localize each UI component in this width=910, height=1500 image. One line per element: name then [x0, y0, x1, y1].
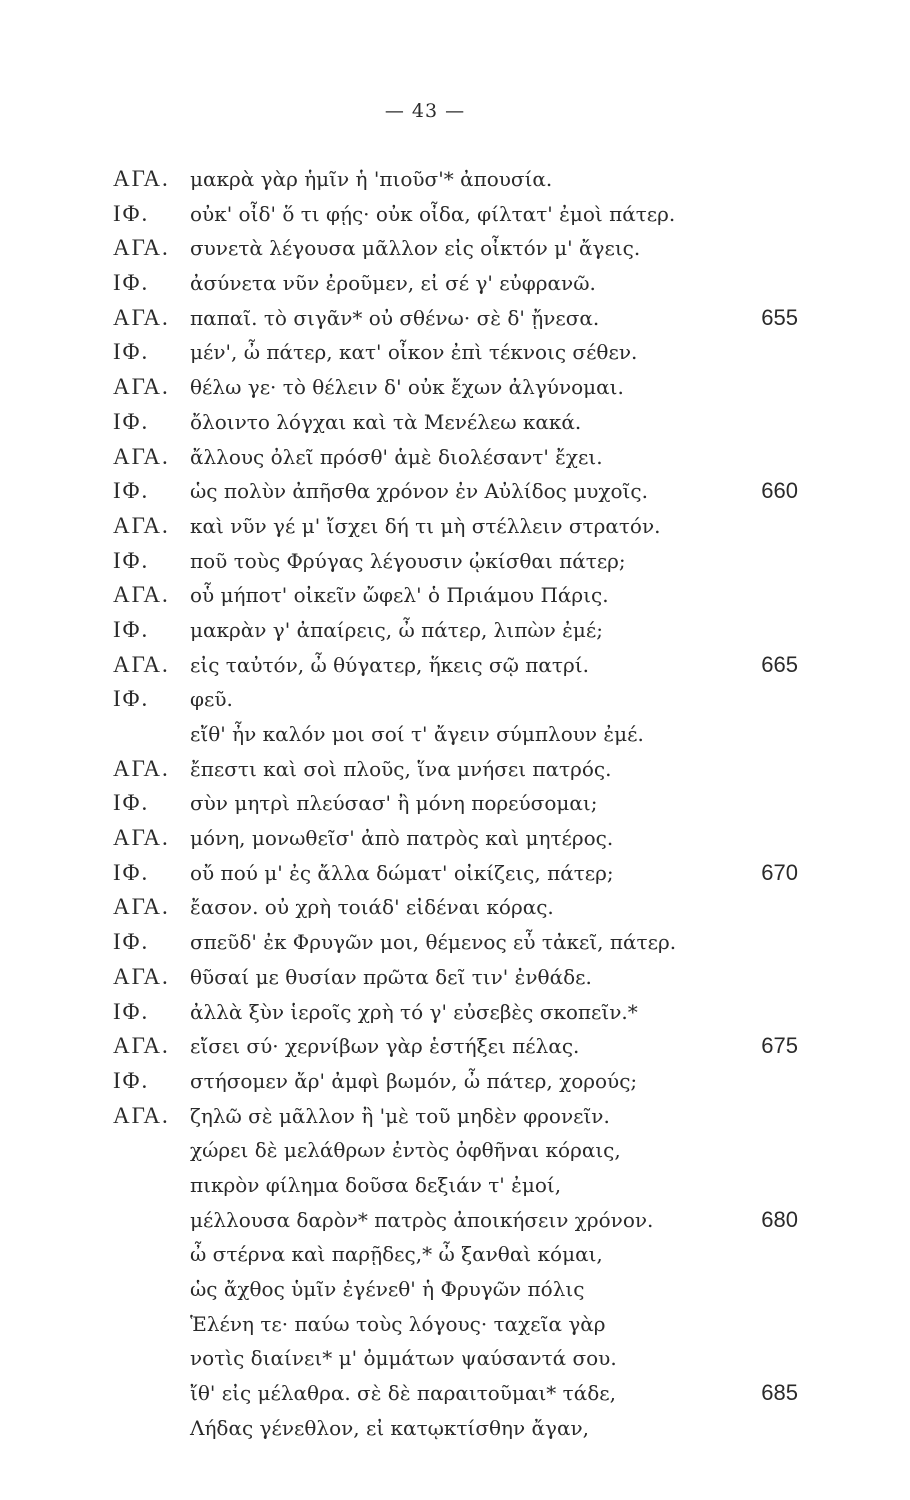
speaker-label: ΑΓΑ.: [113, 825, 170, 851]
verse-text: ἀσύνετα νῦν ἐροῦμεν, εἰ σέ γ' εὐφρανῶ.: [190, 271, 596, 296]
page-number-header: — 43 —: [384, 100, 466, 122]
speaker-label: ΑΓΑ.: [113, 512, 170, 538]
verse-line: [0, 1307, 910, 1342]
line-number: 655: [761, 304, 798, 330]
verse-line: [0, 1376, 910, 1411]
verse-text: μέλλουσα δαρὸν* πατρὸς ἀποικήσειν χρόνον.: [190, 1207, 654, 1232]
verse-line: [0, 405, 910, 440]
verse-text: θέλω γε· τὸ θέλειν δ' οὐκ ἔχων ἀλγύνομαι.: [190, 375, 624, 400]
verse-line: [0, 613, 910, 648]
verse-text: εἰς ταὐτόν, ὦ θύγατερ, ἥκεις σῷ πατρί.: [190, 652, 589, 677]
verse-text: χώρει δὲ μελάθρων ἐντὸς ὀφθῆναι κόραις,: [190, 1138, 621, 1163]
line-number: 660: [761, 478, 798, 504]
verse-text: ποῦ τοὺς Φρύγας λέγουσιν ᾠκίσθαι πάτερ;: [190, 548, 626, 573]
verse-text: μόνη, μονωθεῖσ' ἀπὸ πατρὸς καὶ μητέρος.: [190, 826, 614, 851]
verse-line: [0, 925, 910, 960]
verse-text: οὗ μήποτ' οἰκεῖν ὤφελ' ὁ Πριάμου Πάρις.: [190, 583, 609, 608]
verse-text: σὺν μητρὶ πλεύσασ' ἢ μόνη πορεύσομαι;: [190, 791, 598, 816]
verse-text: καὶ νῦν γέ μ' ἴσχει δή τι μὴ στέλλειν στρατόν.: [190, 513, 661, 538]
speaker-label: ΑΓΑ.: [113, 755, 170, 781]
verse-text: Ἑλένη τε· παύω τοὺς λόγους· ταχεῖα γὰρ: [190, 1311, 606, 1336]
verse-line: [0, 1029, 910, 1064]
verse-text: οὔ πού μ' ἐς ἄλλα δώματ' οἰκίζεις, πάτερ;: [190, 860, 614, 885]
verse-line: [0, 370, 910, 405]
speaker-label: ΑΓΑ.: [113, 963, 170, 989]
verse-line: [0, 509, 910, 544]
verse-text: θῦσαί με θυσίαν πρῶτα δεῖ τιν' ἐνθάδε.: [190, 964, 592, 989]
verse-line: [0, 890, 910, 925]
speaker-label: ΙΦ.: [113, 998, 150, 1024]
verse-line: [0, 821, 910, 856]
verse-text: ἄλλους ὀλεῖ πρόσθ' ἁμὲ διολέσαντ' ἔχει.: [190, 444, 603, 469]
verse-text: ζηλῶ σὲ μᾶλλον ἢ 'μὲ τοῦ μηδὲν φρονεῖν.: [190, 1103, 610, 1128]
line-number: 665: [761, 651, 798, 677]
verse-text: ὡς πολὺν ἀπῆσθα χρόνον ἐν Αὐλίδος μυχοῖς.: [190, 479, 648, 504]
verse-line: [0, 1099, 910, 1134]
verse-line: [0, 1168, 910, 1203]
verse-text: ὄλοιντο λόγχαι καὶ τὰ Μενέλεω κακά.: [190, 409, 582, 434]
speaker-label: ΑΓΑ.: [113, 166, 170, 191]
verse-line: [0, 162, 910, 197]
verse-line: [0, 648, 910, 683]
verse-text: παπαῖ. τὸ σιγᾶν* οὐ σθένω· σὲ δ' ᾔνεσα.: [190, 305, 600, 330]
verse-line: [0, 474, 910, 509]
speaker-label: ΙΦ.: [113, 339, 150, 365]
speaker-label: ΑΓΑ.: [113, 443, 170, 469]
line-number: 675: [761, 1033, 798, 1059]
verse-text: μέν', ὦ πάτερ, κατ' οἶκον ἐπὶ τέκνοις σέθεν.: [190, 340, 638, 365]
verse-text: εἴσει σύ· χερνίβων γὰρ ἑστήξει πέλας.: [190, 1034, 580, 1059]
line-number: 685: [761, 1380, 798, 1406]
verse-text: ἔασον. οὐ χρὴ τοιάδ' εἰδέναι κόρας.: [190, 895, 554, 920]
verse-line: [0, 752, 910, 787]
verse-line: [0, 1203, 910, 1238]
speaker-label: ΑΓΑ.: [113, 894, 170, 920]
verse-text: μακρὰν γ' ἀπαίρεις, ὦ πάτερ, λιπὼν ἐμέ;: [190, 617, 603, 642]
verse-text: ἀλλὰ ξὺν ἱεροῖς χρὴ τό γ' εὐσεβὲς σκοπεῖν.*: [190, 999, 638, 1024]
verse-line: [0, 266, 910, 301]
verse-text: συνετὰ λέγουσα μᾶλλον εἰς οἶκτόν μ' ἄγεις.: [190, 236, 641, 261]
verse-text: οὐκ' οἶδ' ὅ τι φῄς· οὐκ οἶδα, φίλτατ' ἐμοὶ πάτερ.: [190, 201, 676, 226]
speaker-label: ΑΓΑ.: [113, 651, 170, 677]
verse-line: [0, 544, 910, 579]
verse-line: [0, 995, 910, 1030]
verse-line: [0, 1272, 910, 1307]
line-number: 670: [761, 859, 798, 885]
speaker-label: ΑΓΑ.: [113, 374, 170, 400]
speaker-label: ΑΓΑ.: [113, 304, 170, 330]
speaker-label: ΙΦ.: [113, 929, 150, 955]
verse-line: [0, 197, 910, 232]
speaker-label: ΑΓΑ.: [113, 1033, 170, 1059]
speaker-label: ΑΓΑ.: [113, 582, 170, 608]
line-number: 680: [761, 1206, 798, 1232]
speaker-label: ΙΦ.: [113, 200, 150, 226]
verse-line: [0, 856, 910, 891]
verse-line: [0, 301, 910, 336]
verse-line: [0, 578, 910, 613]
verse-line: [0, 440, 910, 475]
verse-text: μακρὰ γὰρ ἡμῖν ἡ 'πιοῦσ'* ἀπουσία.: [190, 167, 553, 191]
verse-text: Λήδας γένεθλον, εἰ κατῳκτίσθην ἄγαν,: [190, 1415, 590, 1440]
verse-text: ἔπεστι καὶ σοὶ πλοῦς, ἵνα μνήσει πατρός.: [190, 756, 612, 781]
verse-line: [0, 1133, 910, 1168]
verse-text: φεῦ.: [190, 687, 233, 712]
verse-text: ὡς ἄχθος ὑμῖν ἐγένεθ' ἡ Φρυγῶν πόλις: [190, 1277, 585, 1301]
verse-text: ἴθ' εἰς μέλαθρα. σὲ δὲ παραιτοῦμαι* τάδε,: [190, 1381, 616, 1406]
speaker-label: ΑΓΑ.: [113, 1102, 170, 1128]
verse-text: νοτὶς διαίνει* μ' ὀμμάτων ψαύσαντά σου.: [190, 1346, 617, 1371]
verse-text: ὦ στέρνα καὶ παρῇδες,* ὦ ξανθαὶ κόμαι,: [190, 1242, 603, 1267]
verse-line: [0, 682, 910, 717]
speaker-label: ΙΦ.: [113, 270, 150, 296]
speaker-label: ΙΦ.: [113, 547, 150, 573]
verse-line: [0, 1064, 910, 1099]
speaker-label: ΙΦ.: [113, 408, 150, 434]
verse-line: [0, 1237, 910, 1272]
verse-text: σπεῦδ' ἐκ Φρυγῶν μοι, θέμενος εὖ τἀκεῖ, πάτερ.: [190, 930, 677, 955]
verse-text: πικρὸν φίλημα δοῦσα δεξιάν τ' ἐμοί,: [190, 1172, 562, 1197]
verse-line: [0, 335, 910, 370]
verse-line: [0, 717, 910, 752]
verse-text: εἴθ' ἦν καλόν μοι σοί τ' ἄγειν σύμπλουν ἐμέ.: [190, 722, 644, 746]
verse-line: [0, 1341, 910, 1376]
verse-text: στήσομεν ἄρ' ἀμφὶ βωμόν, ὦ πάτερ, χορούς;: [190, 1068, 638, 1093]
speaker-label: ΙΦ.: [113, 616, 150, 642]
speaker-label: ΙΦ.: [113, 686, 150, 712]
speaker-label: ΑΓΑ.: [113, 235, 170, 261]
verse-line: [0, 960, 910, 995]
verse-line: [0, 1411, 910, 1446]
speaker-label: ΙΦ.: [113, 790, 150, 816]
verse-line: [0, 786, 910, 821]
verse-line: [0, 231, 910, 266]
verse-block: [0, 162, 910, 1445]
speaker-label: ΙΦ.: [113, 478, 150, 504]
speaker-label: ΙΦ.: [113, 859, 150, 885]
speaker-label: ΙΦ.: [113, 1067, 150, 1093]
